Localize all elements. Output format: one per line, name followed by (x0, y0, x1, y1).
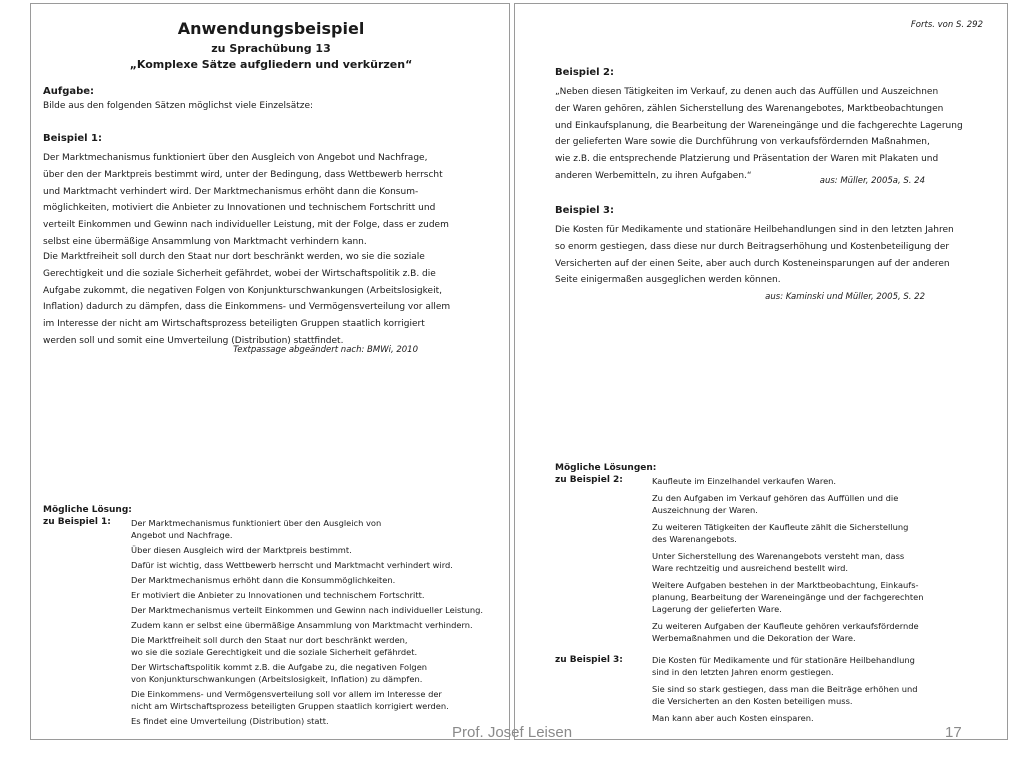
solution-item: Der Marktmechanismus erhöht dann die Konsummöglichkeiten. (131, 575, 396, 585)
text-line: der Waren gehören, zählen Sicherstellung des Warenangebotes, Marktbeobachtungen (555, 103, 944, 114)
text-line: Aufgabe zukommt, die negativen Folgen von Konjunkturschwankungen (Arbeitslosigkeit, (43, 285, 442, 296)
solutions-heading: Mögliche Lösungen: (555, 463, 657, 473)
page-subtitle: zu Sprachübung 13 (211, 42, 331, 55)
example1-paragraph1 (43, 150, 503, 251)
text-line: verteilt Einkommen und Gewinn nach individueller Leistung, mit der Folge, dass er zudem (43, 220, 449, 231)
text-line: anderen Werbemitteln, zu ihren Aufgaben.“ (555, 170, 752, 181)
solution-item: Man kann aber auch Kosten einsparen. (652, 713, 814, 723)
text-line: und Einkaufsplanung, die Bearbeitung der Wareneingänge und die fachgerechte Lagerung (555, 120, 963, 131)
example2-text (555, 84, 995, 185)
solution3-list (652, 654, 1002, 729)
solution-item: Die Kosten für Medikamente und für stationäre Heilbehandlung sind in den letzten Jahren enorm gestiegen. (652, 655, 915, 677)
task-text: Bilde aus den folgenden Sätzen möglichst viele Einzelsätze: (43, 101, 314, 111)
text-line: werden soll und somit eine Umverteilung (Distribution) stattfindet. (43, 335, 344, 346)
solution3-label: zu Beispiel 3: (555, 655, 623, 665)
solution-item: Der Marktmechanismus funktioniert über den Ausgleich von Angebot und Nachfrage. (131, 518, 382, 540)
solution-item: Sie sind so stark gestiegen, dass man die Beiträge erhöhen und die Versicherten an den Kosten beteiligen muss. (652, 684, 918, 706)
continuation-note: Forts. von S. 292 (910, 20, 983, 30)
solution-item: Der Marktmechanismus verteilt Einkommen und Gewinn nach individueller Leistung. (131, 605, 483, 615)
solution-item: Der Wirtschaftspolitik kommt z.B. die Aufgabe zu, die negativen Folgen von Konjunkturschwankungen (Arbeitslosigkeit, Inflation) zu dämpfen. (131, 662, 428, 684)
solution-item: Zu weiteren Tätigkeiten der Kaufleute zählt die Sicherstellung des Warenangebots. (652, 522, 909, 544)
right-page (514, 3, 1008, 740)
example1-source: Textpassage abgeändert nach: BMWi, 2010 (233, 345, 418, 355)
footer-page-number: 17 (945, 724, 962, 741)
solution2-list (652, 475, 1002, 649)
page-title: Anwendungsbeispiel (177, 19, 365, 38)
footer-author: Prof. Josef Leisen (452, 724, 573, 741)
text-line: der gelieferten Ware sowie die Durchführung von verkaufsfördernden Maßnahmen, (555, 137, 930, 148)
solution-item: Zu den Aufgaben im Verkauf gehören das Auffüllen und die Auszeichnung der Waren. (652, 493, 899, 515)
text-line: „Neben diesen Tätigkeiten im Verkauf, zu denen auch das Auffüllen und Auszeichnen (555, 87, 939, 97)
solution-item: Es findet eine Umverteilung (Distribution) statt. (131, 716, 329, 726)
example3-source: aus: Kaminski und Müller, 2005, S. 22 (765, 292, 925, 302)
solution-item: Zudem kann er selbst eine übermäßige Ansammlung von Marktmacht verhindern. (131, 620, 473, 630)
text-line: Der Marktmechanismus funktioniert über den Ausgleich von Angebot und Nachfrage, (43, 153, 428, 163)
solution-item: Kaufleute im Einzelhandel verkaufen Waren. (652, 476, 837, 486)
example1-heading: Beispiel 1: (43, 133, 103, 144)
solution-item: Unter Sicherstellung des Warenangebots versteht man, dass Ware rechtzeitig und ausreichend bestellt wird. (652, 551, 905, 573)
task-heading: Aufgabe: (43, 86, 95, 97)
text-line: Inflation) dadurch zu dämpfen, dass die Einkommens- und Vermögensverteilung vor allem (43, 302, 451, 313)
text-line: wie z.B. die entsprechende Platzierung und Präsentation der Waren mit Plakaten und (555, 154, 939, 165)
solution-heading: Mögliche Lösung: (43, 505, 132, 515)
text-line: Seite einigermaßen ausgeglichen werden können. (555, 275, 781, 286)
example2-heading: Beispiel 2: (555, 67, 615, 78)
solution-item: Über diesen Ausgleich wird der Marktpreis bestimmt. (131, 545, 352, 555)
solution-list (131, 517, 501, 730)
text-line: so enorm gestiegen, dass diese nur durch Beitragserhöhung und Kostenbeteiligung der (555, 241, 950, 252)
example2-source: aus: Müller, 2005a, S. 24 (819, 176, 925, 186)
solution-item: Er motiviert die Anbieter zu Innovationen und technischem Fortschritt. (131, 590, 425, 600)
solution-item: Die Einkommens- und Vermögensverteilung soll vor allem im Interesse der nicht am Wirtschaftsprozess beteiligten Gruppen staatlich korrigiert werden. (131, 689, 449, 711)
example1-paragraph2 (43, 249, 503, 350)
text-line: im Interesse der nicht am Wirtschaftsprozess beteiligten Gruppen staatlich korrigiert (43, 319, 425, 330)
text-line: möglichkeiten, motiviert die Anbieter zu Innovationen und technischem Fortschritt und (43, 203, 436, 214)
text-line: über den der Marktpreis bestimmt wird, unter der Bedingung, dass Wettbewerb herrscht (43, 169, 443, 180)
example3-text (555, 222, 995, 289)
solution2-label: zu Beispiel 2: (555, 475, 623, 485)
text-line: und Marktmacht verhindert wird. Der Marktmechanismus erhöht dann die Konsum- (43, 186, 419, 197)
solution-label: zu Beispiel 1: (43, 517, 111, 527)
text-line: Gerechtigkeit und die soziale Sicherheit gefährdet, wobei der Wirtschaftspolitik z.B. die (43, 268, 436, 279)
text-line: Die Kosten für Medikamente und stationäre Heilbehandlungen sind in den letzten Jahren (555, 225, 954, 235)
solution-item: Zu weiteren Aufgaben der Kaufleute gehören verkaufsfördernde Werbemaßnahmen und die Dekoration der Ware. (652, 621, 919, 643)
text-line: selbst eine übermäßige Ansammlung von Marktmacht verhindern kann. (43, 236, 367, 247)
text-line: Versicherten auf der einen Seite, aber auch durch Kosteneinsparungen auf der anderen (555, 258, 950, 269)
solution-item: Weitere Aufgaben bestehen in der Marktbeobachtung, Einkaufs- planung, Bearbeitung der Wareneingänge und der fachgerechten Lagerung der gelieferten Ware. (652, 580, 924, 614)
text-line: Die Marktfreiheit soll durch den Staat nur dort beschränkt werden, wo sie die soziale (43, 252, 425, 262)
left-page (30, 3, 510, 740)
solution-item: Dafür ist wichtig, dass Wettbewerb herrscht und Marktmacht verhindert wird. (131, 560, 453, 570)
example3-heading: Beispiel 3: (555, 205, 615, 216)
solution-item: Die Marktfreiheit soll durch den Staat nur dort beschränkt werden, wo sie die soziale Gerechtigkeit und die soziale Sicherheit gefährdet. (131, 635, 418, 657)
page-subtitle-topic: „Komplexe Sätze aufgliedern und verkürzen“ (129, 58, 413, 71)
